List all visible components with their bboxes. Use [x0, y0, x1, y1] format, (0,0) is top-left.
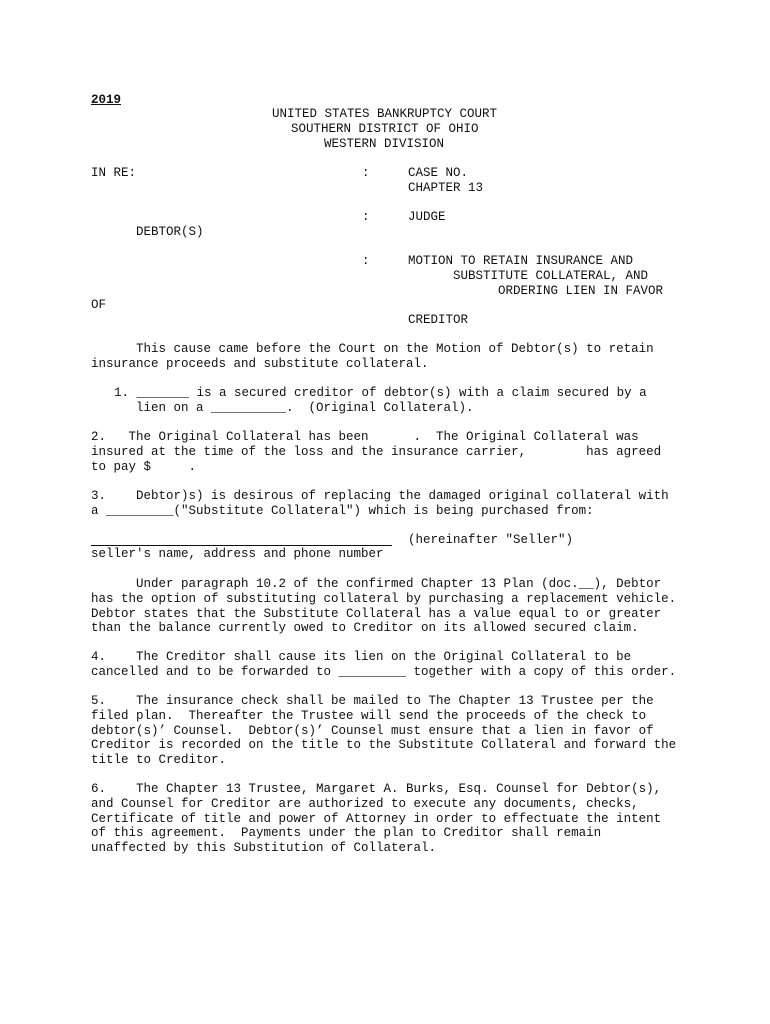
paragraph-5-line: Creditor is recorded on the title to the Substitute Collateral and forward the [91, 738, 677, 752]
paragraph-2-line: insured at the time of the loss and the insurance carrier, has agreed [91, 445, 662, 459]
of-label: OF [91, 298, 107, 312]
paragraph-2-line: to pay $ . [91, 460, 197, 474]
judge-label: JUDGE [408, 210, 446, 224]
intro-line: This cause came before the Court on the Motion of Debtor(s) to retain [136, 342, 654, 356]
paragraph-5-line: filed plan. Thereafter the Trustee will send the proceeds of the check to [91, 709, 647, 723]
plan-paragraph-line: Under paragraph 10.2 of the confirmed Chapter 13 Plan (doc.__), Debtor [136, 577, 662, 591]
in-re-label: IN RE: [91, 166, 137, 180]
motion-title-line: ORDERING LIEN IN FAVOR [498, 284, 664, 298]
creditor-label: CREDITOR [408, 313, 469, 327]
court-name: UNITED STATES BANKRUPTCY COURT [272, 107, 498, 121]
court-district: SOUTHERN DISTRICT OF OHIO [291, 122, 479, 136]
caption-colon: : [362, 210, 370, 224]
plan-paragraph-line: Debtor states that the Substitute Collateral has a value equal to or greater [91, 607, 662, 621]
paragraph-2-line: 2. The Original Collateral has been . The Original Collateral was [91, 430, 639, 444]
motion-title-line: SUBSTITUTE COLLATERAL, AND [453, 269, 649, 283]
court-division: WESTERN DIVISION [324, 137, 445, 151]
debtors-label: DEBTOR(S) [136, 225, 204, 239]
caption-colon: : [362, 166, 370, 180]
paragraph-3-line: a _________("Substitute Collateral") which is being purchased from: [91, 504, 594, 518]
plan-paragraph-line: than the balance currently owed to Creditor on its allowed secured claim. [91, 621, 639, 635]
paragraph-6-line: and Counsel for Creditor are authorized to execute any documents, checks, [91, 797, 639, 811]
paragraph-6-line: Certificate of title and power of Attorney in order to effectuate the intent [91, 812, 662, 826]
paragraph-1-line: 1. _______ is a secured creditor of debtor(s) with a claim secured by a [114, 386, 647, 400]
case-no-label: CASE NO. [408, 166, 469, 180]
seller-label: seller's name, address and phone number [91, 547, 384, 561]
paragraph-6-line: unaffected by this Substitution of Collateral. [91, 841, 437, 855]
plan-paragraph-line: has the option of substituting collateral by purchasing a replacement vehicle. [91, 592, 677, 606]
paragraph-6-line: 6. The Chapter 13 Trustee, Margaret A. Burks, Esq. Counsel for Debtor(s), [91, 782, 662, 796]
paragraph-1-line: lien on a __________. (Original Collateral). [136, 401, 474, 415]
paragraph-5-line: title to Creditor. [91, 753, 227, 767]
paragraph-4-line: cancelled and to be forwarded to _________ together with a copy of this order. [91, 665, 677, 679]
intro-line: insurance proceeds and substitute collateral. [91, 357, 429, 371]
paragraph-6-line: of this agreement. Payments under the plan to Creditor shall remain [91, 826, 602, 840]
document-year: 2019 [91, 93, 122, 107]
chapter-label: CHAPTER 13 [408, 181, 484, 195]
caption-colon: : [362, 254, 370, 268]
paragraph-3-line: 3. Debtor)s) is desirous of replacing the damaged original collateral with [91, 489, 669, 503]
motion-title-line: MOTION TO RETAIN INSURANCE AND [408, 254, 634, 268]
paragraph-4-line: 4. The Creditor shall cause its lien on the Original Collateral to be [91, 650, 632, 664]
seller-hereinafter: (hereinafter "Seller") [408, 533, 574, 547]
paragraph-5-line: 5. The insurance check shall be mailed to The Chapter 13 Trustee per the [91, 694, 654, 708]
paragraph-5-line: debtor(s)’ Counsel. Debtor(s)’ Counsel must ensure that a lien in favor of [91, 724, 654, 738]
seller-signature-line [91, 545, 392, 546]
